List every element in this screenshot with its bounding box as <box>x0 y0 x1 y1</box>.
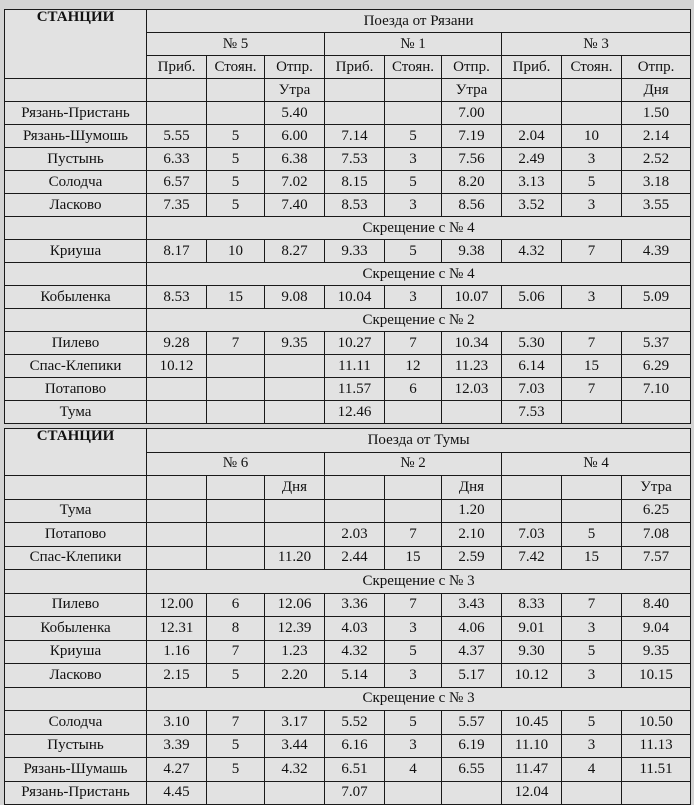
train-number: № 2 <box>325 452 502 476</box>
time-cell: 7 <box>562 378 622 401</box>
station-row <box>5 148 691 171</box>
station-name: Спас-Клепики <box>5 355 147 378</box>
time-cell: 3.44 <box>265 734 325 758</box>
time-cell: 6.51 <box>325 758 385 782</box>
time-cell: 6.16 <box>325 734 385 758</box>
time-cell: 12.06 <box>265 593 325 617</box>
station-row <box>5 355 691 378</box>
crossing-row <box>5 263 691 286</box>
time-cell: 5.30 <box>502 332 562 355</box>
time-cell: 3.17 <box>265 711 325 735</box>
time-cell: 9.30 <box>502 640 562 664</box>
time-cell: 10.15 <box>622 664 691 688</box>
time-cell: 5 <box>385 640 442 664</box>
table-title: Поезда от Рязани <box>147 10 691 33</box>
time-cell: 6.55 <box>442 758 502 782</box>
station-row <box>5 240 691 263</box>
time-cell: 7.19 <box>442 125 502 148</box>
station-name: Кобыленка <box>5 617 147 641</box>
station-name: Пилево <box>5 332 147 355</box>
station-row <box>5 125 691 148</box>
column-label: Стоян. <box>207 56 265 79</box>
time-cell <box>207 102 265 125</box>
time-cell: 5.06 <box>502 286 562 309</box>
time-cell: 4.32 <box>502 240 562 263</box>
time-cell: 5.17 <box>442 664 502 688</box>
blank-cell <box>5 79 147 102</box>
time-cell: 5 <box>562 640 622 664</box>
blank-cell <box>5 217 147 240</box>
time-cell <box>385 102 442 125</box>
crossing-row <box>5 570 691 594</box>
time-cell: 3 <box>562 286 622 309</box>
crossing-note: Скрещение с № 4 <box>147 263 691 286</box>
time-cell: 3 <box>385 286 442 309</box>
station-name: Тума <box>5 401 147 424</box>
time-cell: 5 <box>207 194 265 217</box>
time-cell: 12.31 <box>147 617 207 641</box>
time-cell: 5.37 <box>622 332 691 355</box>
time-cell: 8.15 <box>325 171 385 194</box>
time-of-day-label <box>502 79 562 102</box>
time-cell: 7 <box>207 332 265 355</box>
time-cell <box>147 401 207 424</box>
time-cell: 7.10 <box>622 378 691 401</box>
station-name: Потапово <box>5 378 147 401</box>
time-cell <box>562 102 622 125</box>
time-cell: 8.40 <box>622 593 691 617</box>
time-cell: 5.57 <box>442 711 502 735</box>
station-name: Ласково <box>5 194 147 217</box>
station-row <box>5 523 691 547</box>
time-cell: 10.04 <box>325 286 385 309</box>
time-cell: 2.14 <box>622 125 691 148</box>
time-cell: 6 <box>385 378 442 401</box>
time-cell: 6.33 <box>147 148 207 171</box>
time-cell: 10.12 <box>147 355 207 378</box>
time-cell: 4.32 <box>325 640 385 664</box>
time-cell: 8.53 <box>147 286 207 309</box>
time-cell: 3.52 <box>502 194 562 217</box>
station-row <box>5 711 691 735</box>
station-name: Солодча <box>5 711 147 735</box>
time-cell: 9.08 <box>265 286 325 309</box>
time-cell: 7.42 <box>502 546 562 570</box>
time-cell: 5 <box>562 711 622 735</box>
time-cell: 3.36 <box>325 593 385 617</box>
station-row <box>5 758 691 782</box>
time-cell: 5 <box>207 125 265 148</box>
train-number: № 5 <box>147 33 325 56</box>
time-cell: 4.06 <box>442 617 502 641</box>
time-cell: 12.00 <box>147 593 207 617</box>
time-cell <box>442 401 502 424</box>
time-of-day-label: Дня <box>622 79 691 102</box>
time-cell: 1.20 <box>442 499 502 523</box>
time-cell: 7.53 <box>325 148 385 171</box>
time-cell: 5.52 <box>325 711 385 735</box>
station-row <box>5 617 691 641</box>
time-cell: 4.03 <box>325 617 385 641</box>
time-cell: 12.03 <box>442 378 502 401</box>
station-name: Ласково <box>5 664 147 688</box>
time-cell <box>207 499 265 523</box>
time-cell: 7 <box>385 332 442 355</box>
time-cell: 3 <box>562 734 622 758</box>
time-cell: 4.27 <box>147 758 207 782</box>
crossing-note: Скрещение с № 3 <box>147 570 691 594</box>
time-cell: 10.27 <box>325 332 385 355</box>
station-name: Тума <box>5 499 147 523</box>
column-label: Отпр. <box>442 56 502 79</box>
time-cell: 10 <box>562 125 622 148</box>
station-row <box>5 593 691 617</box>
time-cell: 7.07 <box>325 781 385 805</box>
time-of-day-label: Утра <box>622 476 691 500</box>
time-cell: 2.59 <box>442 546 502 570</box>
time-cell: 3.55 <box>622 194 691 217</box>
time-cell: 6.19 <box>442 734 502 758</box>
train-number: № 4 <box>502 452 691 476</box>
time-cell: 10 <box>207 240 265 263</box>
crossing-row <box>5 217 691 240</box>
header-row <box>5 10 691 33</box>
blank-cell <box>5 309 147 332</box>
time-cell: 7 <box>562 240 622 263</box>
time-cell: 5.14 <box>325 664 385 688</box>
time-cell: 5 <box>385 240 442 263</box>
time-cell: 7.53 <box>502 401 562 424</box>
station-row <box>5 664 691 688</box>
time-cell: 2.44 <box>325 546 385 570</box>
station-row <box>5 332 691 355</box>
time-cell: 5 <box>562 171 622 194</box>
time-cell <box>147 523 207 547</box>
crossing-note: Скрещение с № 2 <box>147 309 691 332</box>
time-cell: 8.27 <box>265 240 325 263</box>
column-label: Отпр. <box>265 56 325 79</box>
time-of-day-label <box>207 79 265 102</box>
time-cell: 10.07 <box>442 286 502 309</box>
station-row <box>5 102 691 125</box>
train-number: № 1 <box>325 33 502 56</box>
time-cell: 7.02 <box>265 171 325 194</box>
station-name: Кобыленка <box>5 286 147 309</box>
station-row <box>5 401 691 424</box>
time-of-day-label <box>562 476 622 500</box>
time-cell: 6.57 <box>147 171 207 194</box>
time-cell: 5 <box>385 711 442 735</box>
time-cell: 2.15 <box>147 664 207 688</box>
time-cell: 3.43 <box>442 593 502 617</box>
time-cell: 4.39 <box>622 240 691 263</box>
time-cell: 5 <box>207 734 265 758</box>
time-cell: 4.32 <box>265 758 325 782</box>
time-cell: 11.23 <box>442 355 502 378</box>
time-cell: 3.18 <box>622 171 691 194</box>
station-name: Пустынь <box>5 734 147 758</box>
station-name: Криуша <box>5 640 147 664</box>
time-cell: 12 <box>385 355 442 378</box>
time-cell: 1.16 <box>147 640 207 664</box>
time-cell: 8.56 <box>442 194 502 217</box>
station-row <box>5 499 691 523</box>
time-cell <box>502 499 562 523</box>
time-cell <box>207 378 265 401</box>
time-cell: 3.10 <box>147 711 207 735</box>
time-cell <box>622 401 691 424</box>
time-cell: 4 <box>562 758 622 782</box>
time-cell: 12.39 <box>265 617 325 641</box>
time-cell: 11.13 <box>622 734 691 758</box>
header-row <box>5 429 691 453</box>
time-cell: 10.50 <box>622 711 691 735</box>
time-cell <box>562 499 622 523</box>
time-cell: 3 <box>385 148 442 171</box>
time-cell: 2.03 <box>325 523 385 547</box>
station-row <box>5 378 691 401</box>
time-cell <box>265 523 325 547</box>
time-cell <box>147 378 207 401</box>
time-cell: 11.11 <box>325 355 385 378</box>
time-of-day-label <box>502 476 562 500</box>
time-cell: 3 <box>562 194 622 217</box>
station-row <box>5 640 691 664</box>
time-cell: 3.13 <box>502 171 562 194</box>
time-cell: 5 <box>207 664 265 688</box>
time-cell: 7.40 <box>265 194 325 217</box>
time-cell: 9.01 <box>502 617 562 641</box>
time-cell <box>385 499 442 523</box>
time-cell: 6.00 <box>265 125 325 148</box>
table-title: Поезда от Тумы <box>147 429 691 453</box>
time-cell: 9.04 <box>622 617 691 641</box>
time-cell: 5.55 <box>147 125 207 148</box>
time-cell: 3.39 <box>147 734 207 758</box>
blank-cell <box>5 570 147 594</box>
time-cell <box>265 499 325 523</box>
time-cell <box>207 355 265 378</box>
time-cell: 2.20 <box>265 664 325 688</box>
time-cell: 9.33 <box>325 240 385 263</box>
time-cell <box>147 102 207 125</box>
column-label: Стоян. <box>385 56 442 79</box>
time-cell: 2.52 <box>622 148 691 171</box>
station-name: Криуша <box>5 240 147 263</box>
time-cell: 7.14 <box>325 125 385 148</box>
time-cell: 9.28 <box>147 332 207 355</box>
time-cell: 11.47 <box>502 758 562 782</box>
time-cell: 1.23 <box>265 640 325 664</box>
time-cell: 2.04 <box>502 125 562 148</box>
crossing-note: Скрещение с № 4 <box>147 217 691 240</box>
timetable-from-ryazan <box>4 9 691 424</box>
column-label: Отпр. <box>622 56 691 79</box>
time-cell: 3 <box>562 148 622 171</box>
blank-cell <box>5 476 147 500</box>
time-of-day-label: Дня <box>442 476 502 500</box>
time-cell: 2.10 <box>442 523 502 547</box>
time-cell: 5.40 <box>265 102 325 125</box>
blank-cell <box>5 687 147 711</box>
time-cell: 9.35 <box>265 332 325 355</box>
time-cell: 1.50 <box>622 102 691 125</box>
time-cell: 3 <box>385 734 442 758</box>
time-cell: 6.29 <box>622 355 691 378</box>
time-cell <box>265 355 325 378</box>
time-cell: 3 <box>385 664 442 688</box>
time-cell: 12.04 <box>502 781 562 805</box>
time-cell: 10.34 <box>442 332 502 355</box>
time-cell <box>147 546 207 570</box>
time-cell: 7 <box>385 523 442 547</box>
time-cell <box>207 546 265 570</box>
time-cell: 7 <box>385 593 442 617</box>
time-cell <box>325 102 385 125</box>
time-cell: 4 <box>385 758 442 782</box>
time-cell: 6.25 <box>622 499 691 523</box>
time-cell: 6 <box>207 593 265 617</box>
time-cell <box>265 378 325 401</box>
time-of-day-label <box>385 476 442 500</box>
time-cell: 3 <box>385 617 442 641</box>
time-cell <box>265 401 325 424</box>
time-cell: 5 <box>207 171 265 194</box>
time-cell <box>562 401 622 424</box>
time-cell: 4.45 <box>147 781 207 805</box>
crossing-row <box>5 309 691 332</box>
time-cell: 7 <box>562 332 622 355</box>
station-row <box>5 171 691 194</box>
time-of-day-label <box>325 476 385 500</box>
time-of-day-label <box>147 79 207 102</box>
station-name: Рязань-Шумашь <box>5 758 147 782</box>
column-label: Приб. <box>502 56 562 79</box>
time-cell: 10.45 <box>502 711 562 735</box>
time-cell: 5 <box>207 758 265 782</box>
time-cell: 3 <box>562 617 622 641</box>
time-cell: 9.35 <box>622 640 691 664</box>
time-of-day-label <box>147 476 207 500</box>
time-of-day-label <box>325 79 385 102</box>
timetable-from-tuma <box>4 428 691 805</box>
train-number: № 6 <box>147 452 325 476</box>
station-name: Пилево <box>5 593 147 617</box>
time-cell: 3 <box>385 194 442 217</box>
time-cell: 7.57 <box>622 546 691 570</box>
station-name: Рязань-Пристань <box>5 102 147 125</box>
station-name: Солодча <box>5 171 147 194</box>
station-row <box>5 734 691 758</box>
time-cell: 6.38 <box>265 148 325 171</box>
time-cell: 9.38 <box>442 240 502 263</box>
time-cell: 15 <box>562 355 622 378</box>
time-cell: 6.14 <box>502 355 562 378</box>
time-of-day-label <box>562 79 622 102</box>
time-cell: 8.20 <box>442 171 502 194</box>
time-cell: 12.46 <box>325 401 385 424</box>
time-cell: 7 <box>207 640 265 664</box>
time-cell: 2.49 <box>502 148 562 171</box>
time-cell: 11.57 <box>325 378 385 401</box>
time-cell: 8.33 <box>502 593 562 617</box>
time-cell: 7.08 <box>622 523 691 547</box>
time-cell: 5.09 <box>622 286 691 309</box>
time-cell: 7.35 <box>147 194 207 217</box>
time-cell <box>207 401 265 424</box>
time-cell: 4.37 <box>442 640 502 664</box>
time-cell: 8.17 <box>147 240 207 263</box>
time-cell: 15 <box>385 546 442 570</box>
time-cell: 15 <box>207 286 265 309</box>
crossing-row <box>5 687 691 711</box>
column-label: Приб. <box>147 56 207 79</box>
time-cell <box>502 102 562 125</box>
time-cell <box>325 499 385 523</box>
station-name: Пустынь <box>5 148 147 171</box>
station-name: Потапово <box>5 523 147 547</box>
station-row <box>5 286 691 309</box>
time-cell: 7.56 <box>442 148 502 171</box>
time-cell: 11.51 <box>622 758 691 782</box>
time-cell: 15 <box>562 546 622 570</box>
time-cell: 5 <box>385 171 442 194</box>
time-cell: 5 <box>562 523 622 547</box>
time-cell: 11.20 <box>265 546 325 570</box>
column-label: Приб. <box>325 56 385 79</box>
column-label: Стоян. <box>562 56 622 79</box>
crossing-note: Скрещение с № 3 <box>147 687 691 711</box>
time-cell: 8 <box>207 617 265 641</box>
station-row <box>5 546 691 570</box>
time-cell: 7.00 <box>442 102 502 125</box>
train-number: № 3 <box>502 33 691 56</box>
station-row <box>5 194 691 217</box>
station-name: Рязань-Шумошь <box>5 125 147 148</box>
time-cell: 10.12 <box>502 664 562 688</box>
time-cell: 7 <box>207 711 265 735</box>
time-cell: 5 <box>207 148 265 171</box>
time-cell: 8.53 <box>325 194 385 217</box>
stations-header: СТАНЦИИ <box>5 10 147 79</box>
time-cell <box>385 401 442 424</box>
time-of-day-label <box>385 79 442 102</box>
time-cell: 7.03 <box>502 523 562 547</box>
time-of-day-label: Утра <box>442 79 502 102</box>
time-of-day-row <box>5 79 691 102</box>
time-of-day-label: Дня <box>265 476 325 500</box>
station-name: Рязань-Пристань <box>5 781 147 805</box>
time-of-day-label: Утра <box>265 79 325 102</box>
time-cell: 11.10 <box>502 734 562 758</box>
time-cell <box>147 499 207 523</box>
time-cell: 5 <box>385 125 442 148</box>
time-cell: 3 <box>562 664 622 688</box>
time-cell <box>207 523 265 547</box>
stations-header: СТАНЦИИ <box>5 429 147 476</box>
time-cell: 7.03 <box>502 378 562 401</box>
time-of-day-row <box>5 476 691 500</box>
time-of-day-label <box>207 476 265 500</box>
blank-cell <box>5 263 147 286</box>
station-name: Спас-Клепики <box>5 546 147 570</box>
time-cell: 7 <box>562 593 622 617</box>
